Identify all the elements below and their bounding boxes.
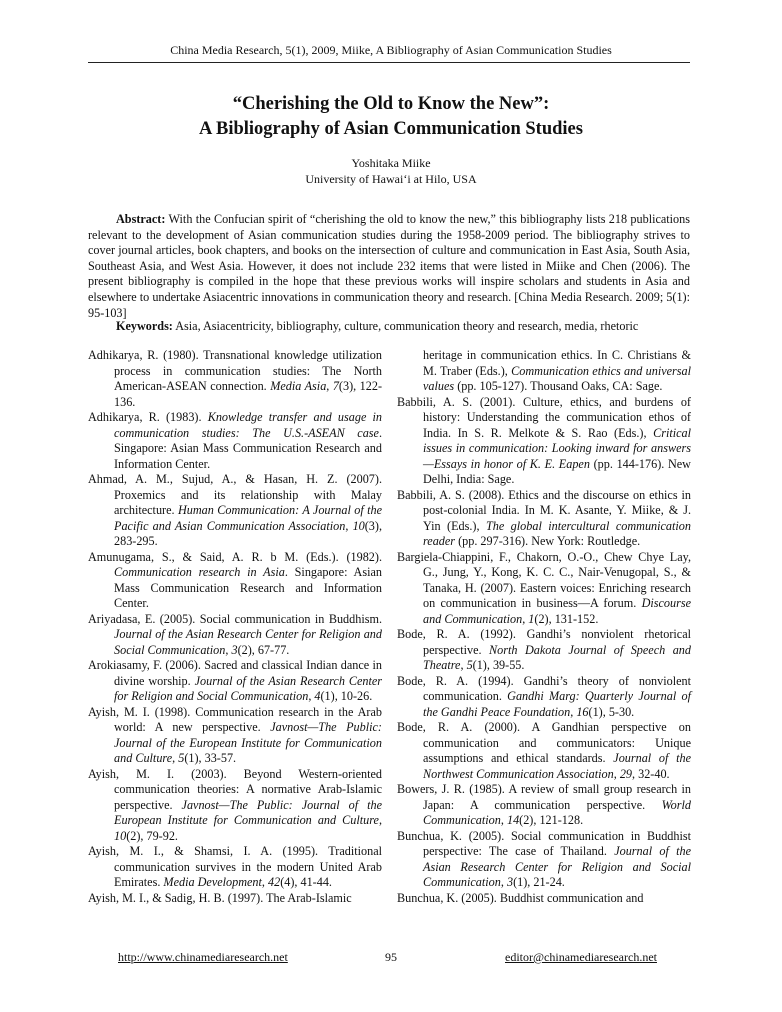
reference-text: Adhikarya, R. (1980). Transnational knowledge utilization process in communication studies: The North American-ASEAN connection.: [88, 348, 382, 393]
author-block: [0, 155, 782, 187]
reference-entry: [88, 705, 382, 767]
reference-entry: [88, 612, 382, 659]
reference-entry: [397, 720, 691, 782]
reference-text: Ariyadasa, E. (2005). Social communication in Buddhism.: [88, 611, 382, 626]
reference-entry: [397, 488, 691, 550]
reference-text: ,: [225, 642, 232, 657]
reference-italic: Journal of the Asian Research Center for Religion and Social Communication: [114, 673, 383, 703]
reference-text: Ayish, M. I., & Sadig, H. B. (1997). The Arab-Islamic: [88, 890, 352, 905]
reference-italic: World Communication: [423, 797, 691, 827]
reference-text: ,: [172, 751, 179, 765]
references-left-column: [88, 348, 382, 906]
reference-italic: Communication ethics and universal values: [423, 363, 691, 393]
abstract-label: Abstract:: [116, 212, 166, 226]
reference-entry: [397, 829, 691, 891]
reference-text: Arokiasamy, F. (2006). Sacred and classical Indian dance in divine worship.: [88, 658, 382, 688]
running-head: China Media Research, 5(1), 2009, Miike, A Bibliography of Asian Communication Studies: [170, 43, 612, 57]
reference-italic: 3: [231, 642, 238, 657]
reference-text: ,: [500, 875, 507, 889]
title-line-1: “Cherishing the Old to Know the New”:: [232, 94, 550, 114]
reference-text: ,: [570, 704, 577, 719]
reference-text: (1), 39-55.: [472, 658, 525, 672]
reference-entry: [88, 550, 382, 612]
reference-entry: [88, 891, 382, 907]
reference-text: (3), 122-136.: [114, 379, 383, 409]
reference-entry: [397, 674, 691, 721]
reference-text: Ayish, M. I., & Shamsi, I. A. (1995). Traditional communication survives in the modern United Arab Emirates.: [88, 844, 382, 889]
reference-text: Ahmad, A. M., Sujud, A., & Hasan, H. Z. (2007). Proxemics and its relationship with Malay architecture.: [88, 472, 382, 517]
reference-text: (1), 5-30.: [588, 704, 635, 719]
reference-italic: North Dakota Journal of Speech and Theatre: [423, 642, 691, 672]
reference-text: ,: [613, 766, 620, 781]
reference-text: (2), 79-92.: [126, 828, 178, 843]
reference-entry: [397, 395, 691, 488]
reference-text: Adhikarya, R. (1983).: [88, 410, 208, 424]
reference-italic: Javnost—The Public: Journal of the European Institute for Communication and Culture: [114, 797, 382, 827]
reference-italic: Javnost—The Public: Journal of the European Institute for Communication and Culture: [114, 720, 382, 765]
reference-entry: [88, 844, 382, 891]
reference-italic: Gandhi Marg: Quarterly Journal of the Gandhi Peace Foundation: [423, 689, 691, 719]
reference-italic: 10: [352, 518, 365, 533]
reference-text: , 32-40.: [632, 766, 670, 781]
header-rule: [88, 62, 690, 63]
reference-text: (1), 33-57.: [184, 751, 237, 765]
reference-italic: 16: [576, 704, 589, 719]
reference-text: Bargiela-Chiappini, F., Chakorn, O.-O., Chew Chye Lay, G., Jung, Y., Kong, K. C. C., Nair-Venugopal, S., & Tanaka, H. (2007). Eastern voices: Enriching research on communication in business—A forum.: [397, 549, 691, 610]
reference-italic: 14: [506, 813, 520, 827]
reference-text: ,: [522, 611, 529, 626]
author-name: Yoshitaka Miike: [351, 156, 431, 170]
abstract: [88, 212, 690, 321]
reference-text: Amunugama, S., & Said, A. R. b M. (Eds.). (1982).: [88, 549, 382, 564]
reference-entry: [88, 658, 382, 705]
reference-text: Ayish, M. I. (2003). Beyond Western-oriented communication theories: A normative Arab-Islamic perspective.: [88, 766, 382, 812]
reference-text: ,: [378, 813, 382, 827]
reference-italic: Critical issues in communication: Looking inward for answers—Essays in honor of K. E. Eapen: [423, 425, 691, 471]
reference-entry: [397, 627, 691, 674]
reference-text: (1), 21-24.: [513, 875, 565, 889]
reference-italic: Journal of the Asian Research Center for Religion and Social Communication: [114, 627, 382, 657]
reference-text: (2), 67-77.: [237, 642, 290, 657]
reference-text: ,: [326, 379, 333, 393]
keywords-label: Keywords:: [116, 319, 173, 333]
reference-text: (1), 10-26.: [320, 689, 373, 703]
abstract-text: With the Confucian spirit of “cherishing the old to know the new,” this bibliography lists 218 publications relevant to the development of Asian communication studies during the 1958-2009 period. The bibliography strives to cover journal articles, book chapters, and books on the intersection of culture and communication in East Asia, South Asia, Southeast Asia, and West Asia. However, it does not include 232 items that were listed in Miike and Chen (2006). The present bibliography is compiled in the hope that these previous works will inspire scholars and students in Asia and elsewhere to undertake Asiacentric innovations in communication theory and research. [China Media Research. 2009; 5(1): 95-103]: [88, 212, 690, 320]
reference-text: ,: [261, 875, 268, 889]
reference-text: (2), 131-152.: [534, 611, 599, 626]
reference-text: ,: [345, 518, 353, 533]
reference-italic: 29: [619, 766, 633, 781]
reference-entry: [397, 550, 691, 628]
reference-text: Bunchua, K. (2005). Social communication in Buddhist perspective: The case of Thailand.: [397, 828, 691, 858]
reference-text: (4), 41-44.: [280, 875, 332, 889]
reference-text: (3), 283-295.: [114, 518, 383, 548]
reference-entry: [88, 348, 382, 410]
reference-italic: Journal of the Asian Research Center for Religion and Social Communication: [423, 844, 691, 889]
reference-text: Babbili, A. S. (2001). Culture, ethics, and burdens of history: Understanding the communication ethos of India. In S. R. Melkote & S. Rao (Eds.),: [397, 394, 691, 440]
reference-italic: Knowledge transfer and usage in communication studies: The U.S.-ASEAN case: [114, 410, 382, 440]
reference-italic: Human Communication: A Journal of the Pacific and Asian Communication Association: [114, 503, 382, 533]
footer-email-link[interactable]: editor@chinamediaresearch.net: [505, 950, 657, 964]
reference-italic: Media Development: [163, 875, 262, 889]
page-number: 95: [385, 950, 397, 964]
reference-text: Bode, R. A. (1992). Gandhi’s nonviolent rhetorical perspective.: [397, 627, 691, 657]
reference-entry: [88, 767, 382, 845]
paper-title: [0, 92, 782, 142]
reference-text: Bode, R. A. (1994). Gandhi’s theory of nonviolent communication.: [397, 673, 691, 703]
reference-italic: Communication research in Asia: [114, 565, 285, 579]
reference-text: ,: [500, 813, 507, 827]
keywords-text: Asia, Asiacentricity, bibliography, culture, communication theory and research, media, rhetoric: [175, 319, 639, 333]
reference-italic: 7: [332, 379, 339, 393]
reference-italic: 3: [506, 875, 514, 889]
reference-text: (pp. 144-176). New Delhi, India: Sage.: [423, 456, 691, 486]
reference-text: . Singapore: Asian Mass Communication Research and Information Center.: [114, 425, 382, 471]
reference-text: ,: [308, 689, 315, 703]
reference-text: Bowers, J. R. (1985). A review of small group research in Japan: A communication perspective.: [397, 782, 691, 812]
reference-text: (pp. 105-127). Thousand Oaks, CA: Sage.: [454, 379, 663, 393]
reference-italic: 10: [114, 828, 127, 843]
footer-url-link[interactable]: http://www.chinamediaresearch.net: [118, 950, 288, 964]
reference-text: (pp. 297-316). New York: Routledge.: [455, 534, 641, 548]
reference-italic: 5: [178, 751, 185, 765]
reference-italic: Media Asia: [270, 379, 327, 393]
reference-italic: Journal of the Northwest Communication Association: [423, 751, 691, 781]
reference-text: Bode, R. A. (2000). A Gandhian perspective on communication and communicators: Unique assumptions and ethical standards.: [397, 720, 691, 765]
reference-text: (2), 121-128.: [519, 813, 584, 827]
references-right-column: [397, 348, 691, 906]
reference-entry: [397, 348, 691, 395]
reference-text: Babbili, A. S. (2008). Ethics and the discourse on ethics in post-colonial India. In M. K. Asante, Y. Miike, & J. Yin (Eds.),: [397, 487, 691, 533]
reference-text: Ayish, M. I. (1998). Communication research in the Arab world: A new perspective.: [88, 704, 382, 734]
reference-entry: [88, 472, 382, 550]
author-affiliation: University of Hawai‘i at Hilo, USA: [305, 172, 477, 186]
reference-entry: [88, 410, 382, 472]
reference-italic: 4: [314, 689, 321, 703]
reference-italic: 42: [268, 875, 281, 889]
reference-italic: 5: [466, 658, 473, 672]
reference-text: heritage in communication ethics. In C. Christians & M. Traber (Eds.),: [423, 348, 691, 378]
title-line-2: A Bibliography of Asian Communication Studies: [199, 119, 583, 139]
reference-text: . Singapore: Asian Mass Communication Research and Information Center.: [114, 565, 382, 610]
reference-entry: [397, 891, 691, 907]
reference-italic: 1: [528, 611, 535, 626]
reference-text: Bunchua, K. (2005). Buddhist communication and: [397, 890, 644, 905]
reference-entry: [397, 782, 691, 829]
reference-text: ,: [460, 658, 467, 672]
keywords: [116, 319, 638, 334]
reference-italic: Discourse and Communication: [423, 596, 691, 626]
reference-italic: The global intercultural communication reader: [423, 518, 691, 548]
